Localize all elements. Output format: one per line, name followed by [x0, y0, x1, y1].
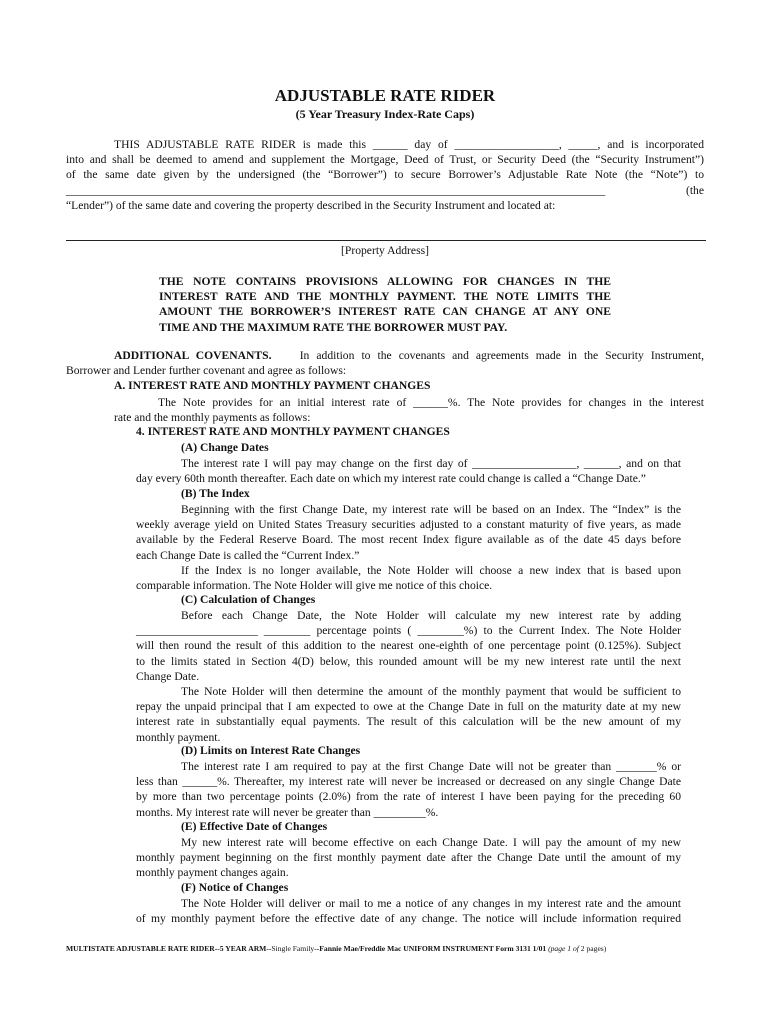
- subsection-c-heading: (C) Calculation of Changes: [181, 593, 316, 606]
- notice-line: AMOUNT THE BORROWER’S INTEREST RATE CAN CHANGE AT ANY ONE: [159, 305, 611, 319]
- body-line: The Note Holder will then determine the amount of the monthly payment that would be sufficient to: [181, 684, 681, 698]
- body-line: The Note Holder will deliver or mail to me a notice of any changes in my interest rate and the amount: [181, 897, 681, 910]
- intro-line: “Lender”) of the same date and covering the property described in the Security Instrument and located at:: [66, 198, 556, 212]
- intro-line: into and shall be deemed to amend and supplement the Mortgage, Deed of Trust, or Security Deed (the “Security Instrument”): [66, 153, 704, 167]
- footer-instrument: --Fannie Mae/Freddie Mac UNIFORM INSTRUMENT Form 3131 1/01: [314, 944, 547, 953]
- subsection-e-heading: (E) Effective Date of Changes: [181, 820, 328, 833]
- body-line: _____________________ ________ percentage points ( ________%) to the Current Index. The Note Holder: [136, 624, 681, 638]
- subsection-e-text: [136, 835, 681, 881]
- body-line: The interest rate I will pay may change on the first day of __________________, ______, and on that: [181, 457, 681, 470]
- covenants-heading: ADDITIONAL COVENANTS.: [114, 349, 272, 362]
- subsection-a-text: [136, 456, 681, 486]
- footer-page-number: 1: [567, 944, 572, 953]
- covenants-paragraph: [66, 348, 704, 378]
- subsection-d-text: [136, 759, 681, 820]
- notice-line: THE NOTE CONTAINS PROVISIONS ALLOWING FOR CHANGES IN THE: [159, 275, 611, 288]
- body-line: Before each Change Date, the Note Holder will calculate my new interest rate by adding: [181, 609, 681, 622]
- body-line: monthly payment beginning on the first monthly payment date after the Change Date until the amount of my: [136, 851, 681, 865]
- body-line: by more than two percentage points (2.0%) from the rate of interest I have been paying for the preceding 60: [136, 790, 681, 804]
- body-line: comparable information. The Note Holder will give me notice of this choice.: [136, 578, 493, 592]
- notice-block: [159, 274, 611, 335]
- body-line: interest rate in substantially equal payments. The result of this calculation will be the new amount of my: [136, 715, 681, 729]
- subsection-d-heading: (D) Limits on Interest Rate Changes: [181, 744, 361, 757]
- subsection-f-heading: (F) Notice of Changes: [181, 881, 289, 894]
- footer-of-label: of: [571, 944, 581, 953]
- body-line: Change Date.: [136, 669, 200, 683]
- footer-form-title: MULTISTATE ADJUSTABLE RATE RIDER--5 YEAR ARM--: [66, 944, 272, 953]
- property-address-rule: [66, 240, 706, 241]
- covenants-line: Borrower and Lender further covenant and agree as follows:: [66, 364, 347, 378]
- subsection-b-text: [136, 502, 681, 593]
- body-line: Beginning with the first Change Date, my interest rate will be based on an Index. The “Index” is the: [181, 503, 681, 516]
- body-line: My new interest rate will become effective on each Change Date. I will pay the amount of my new: [181, 836, 681, 849]
- subsection-c-text: [136, 608, 681, 745]
- body-line: of my monthly payment before the effective date of any change. The notice will include information required: [136, 912, 681, 926]
- covenants-line: [66, 348, 704, 363]
- section-a-text: [114, 395, 704, 425]
- body-line: The interest rate I am required to pay at the first Change Date will not be greater than _______% or: [181, 760, 681, 773]
- section-a-heading: A. INTEREST RATE AND MONTHLY PAYMENT CHANGES: [114, 379, 431, 392]
- property-address-label: [Property Address]: [341, 244, 429, 257]
- body-line: each Change Date is called the “Current Index.”: [136, 548, 360, 562]
- section-4-heading: 4. INTEREST RATE AND MONTHLY PAYMENT CHANGES: [136, 425, 450, 438]
- intro-line: of the same date given by the undersigned (the “Borrower”) to secure Borrower’s Adjustable Rate Note (the “Note”) to: [66, 168, 704, 182]
- subsection-f-text: [136, 896, 681, 926]
- section-a-line: rate and the monthly payments as follows:: [114, 411, 311, 425]
- body-line: monthly payment changes again.: [136, 866, 289, 880]
- body-line: months. My interest rate will never be greater than _________%.: [136, 805, 439, 819]
- document-title: ADJUSTABLE RATE RIDER: [274, 86, 496, 105]
- intro-line: THIS ADJUSTABLE RATE RIDER is made this ______ day of __________________, _____, and is incorporated: [114, 138, 704, 151]
- footer-page-total: 2: [580, 944, 585, 953]
- body-line: will then round the result of this addition to the nearest one-eighth of one percentage point (0.125%). Subject: [136, 639, 681, 653]
- notice-line: TIME AND THE MAXIMUM RATE THE BORROWER MUST PAY.: [159, 320, 508, 334]
- body-line: monthly payment.: [136, 730, 221, 744]
- covenants-text: In addition to the covenants and agreements made in the Security Instrument,: [299, 349, 705, 362]
- body-line: day every 60th month thereafter. Each date on which my interest rate could change is called a “Change Date.”: [136, 472, 646, 486]
- footer-pages-label: pages): [584, 944, 607, 953]
- page-footer: [66, 944, 706, 953]
- subsection-b-heading: (B) The Index: [181, 487, 250, 500]
- notice-line: INTEREST RATE AND THE MONTHLY PAYMENT. THE NOTE LIMITS THE: [159, 290, 611, 304]
- document-subtitle: (5 Year Treasury Index-Rate Caps): [295, 107, 475, 121]
- intro-line: _____________________________________________________________________________________________ (the: [66, 183, 704, 197]
- footer-family: Single Family: [271, 944, 315, 953]
- body-line: If the Index is no longer available, the Note Holder will choose a new index that is based upon: [181, 563, 681, 577]
- body-line: less than ______%. Thereafter, my interest rate will never be increased or decreased on any single Change Date: [136, 775, 681, 789]
- body-line: to the limits stated in Section 4(D) below, this rounded amount will be my new interest rate until the next: [136, 654, 681, 668]
- subsection-a-heading: (A) Change Dates: [181, 441, 269, 454]
- section-a-line: The Note provides for an initial interest rate of ______%. The Note provides for changes in the interest: [158, 396, 704, 409]
- body-line: weekly average yield on United States Treasury securities adjusted to a constant maturity of five years, as made: [136, 518, 681, 532]
- footer-page-label: (page: [546, 944, 568, 953]
- body-line: repay the unpaid principal that I am expected to owe at the Change Date in full on the maturity date at my new: [136, 700, 681, 714]
- body-line: available by the Federal Reserve Board. The most recent Index figure available as of the date 45 days before: [136, 533, 681, 547]
- intro-paragraph: [66, 137, 704, 213]
